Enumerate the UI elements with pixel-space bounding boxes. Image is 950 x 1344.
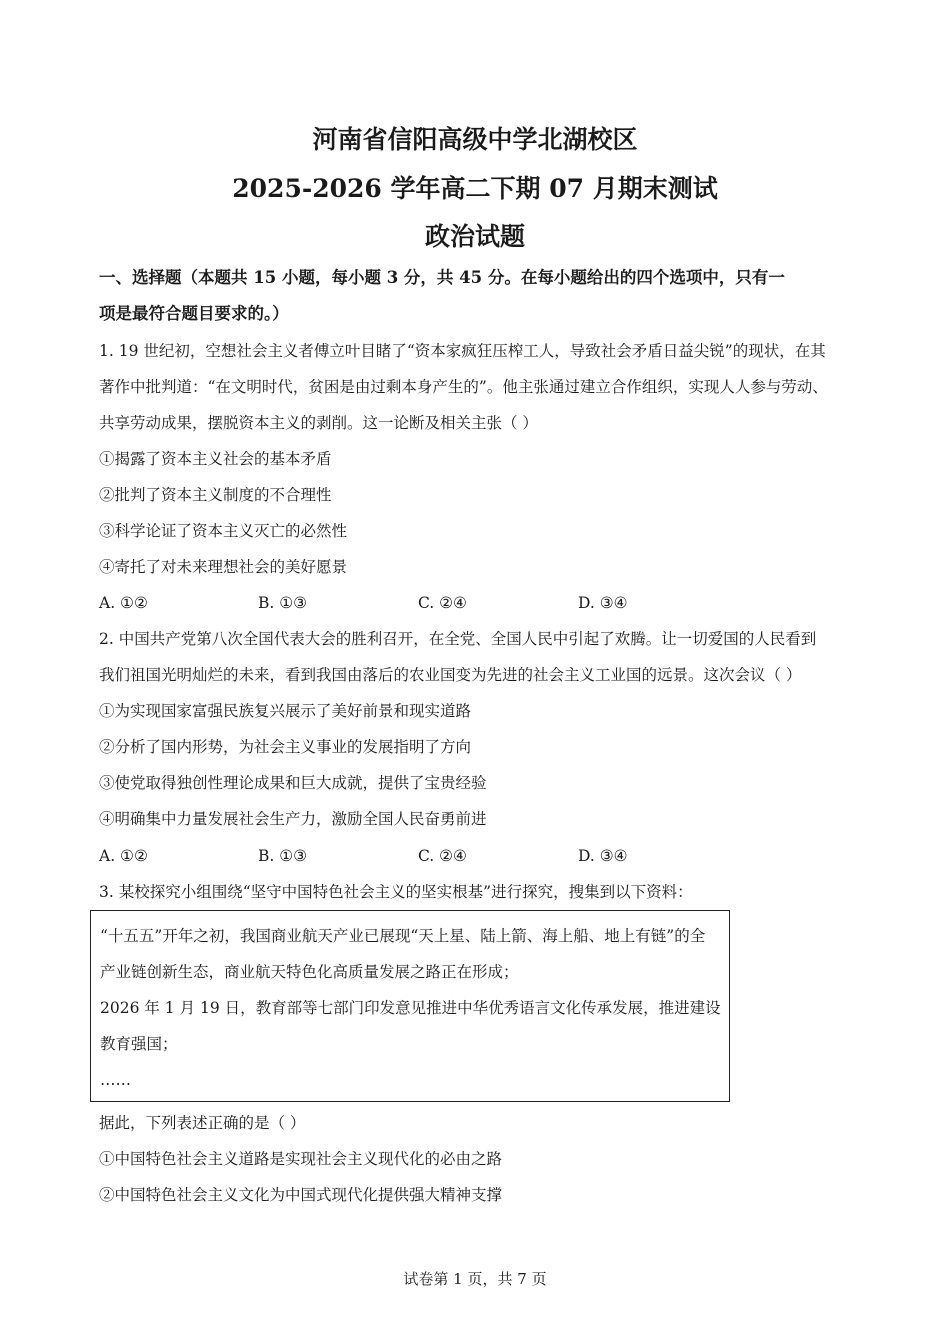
exam-title: 2025-2026 学年高二下期 07 月期末测试	[232, 174, 718, 203]
q2-option-a[interactable]: A. ①②	[99, 847, 148, 865]
q1-stem-line-2: 著作中批判道：“在文明时代，贫困是由过剩本身产生的”。他主张通过建立合作组织，实现人人参与劳动、	[99, 378, 828, 396]
q1-stem-line-1: 1. 19 世纪初，空想社会主义者傅立叶目睹了“资本家疯狂压榨工人，导致社会矛盾日益尖锐”的现状，在其	[99, 342, 826, 360]
q2-option-d[interactable]: D. ③④	[578, 847, 628, 865]
q1-option-d[interactable]: D. ③④	[578, 594, 628, 612]
q3-material-ellipsis: ……	[100, 1071, 131, 1089]
q1-option-c[interactable]: C. ②④	[418, 594, 467, 612]
q3-material-line-3: 2026 年 1 月 19 日，教育部等七部门印发意见推进中华优秀语言文化传承发展，推进建设	[100, 999, 721, 1017]
q2-item-4: ④明确集中力量发展社会生产力，激励全国人民奋勇前进	[99, 810, 487, 828]
q3-question: 据此，下列表述正确的是（ ）	[99, 1114, 306, 1132]
q1-item-2: ②批判了资本主义制度的不合理性	[99, 486, 332, 504]
school-title: 河南省信阳高级中学北湖校区	[312, 125, 638, 154]
section-heading-line-1: 一、选择题（本题共 15 小题，每小题 3 分，共 45 分。在每小题给出的四个选项中，只有一	[99, 268, 785, 287]
q2-item-2: ②分析了国内形势，为社会主义事业的发展指明了方向	[99, 738, 472, 756]
q2-option-c[interactable]: C. ②④	[418, 847, 467, 865]
q3-stem: 3. 某校探究小组围绕“坚守中国特色社会主义的坚实根基”进行探究，搜集到以下资料：	[99, 883, 693, 901]
q1-option-a[interactable]: A. ①②	[99, 594, 148, 612]
q1-item-4: ④寄托了对未来理想社会的美好愿景	[99, 558, 348, 576]
q3-item-1: ①中国特色社会主义道路是实现社会主义现代化的必由之路	[99, 1150, 503, 1168]
q3-material-line-1: “十五五”开年之初，我国商业航天产业已展现“天上星、陆上箭、海上船、地上有链”的全	[100, 927, 706, 945]
q2-item-3: ③使党取得独创性理论成果和巨大成就，提供了宝贵经验	[99, 774, 487, 792]
q2-stem-line-1: 2. 中国共产党第八次全国代表大会的胜利召开，在全党、全国人民中引起了欢腾。让一切爱国的人民看到	[99, 630, 817, 648]
q2-item-1: ①为实现国家富强民族复兴展示了美好前景和现实道路	[99, 702, 472, 720]
q1-item-3: ③科学论证了资本主义灭亡的必然性	[99, 522, 348, 540]
section-heading-line-2: 项是最符合题目要求的。）	[99, 304, 289, 323]
q1-option-b[interactable]: B. ①③	[258, 594, 308, 612]
q3-item-2: ②中国特色社会主义文化为中国式现代化提供强大精神支撑	[99, 1186, 503, 1204]
subject-title: 政治试题	[424, 222, 525, 251]
q3-material-line-2: 产业链创新生态，商业航天特色化高质量发展之路正在形成；	[100, 963, 519, 981]
q1-item-1: ①揭露了资本主义社会的基本矛盾	[99, 450, 332, 468]
q3-material-box	[90, 910, 730, 1102]
q2-option-b[interactable]: B. ①③	[258, 847, 308, 865]
page-footer: 试卷第 1 页，共 7 页	[403, 1270, 547, 1288]
q2-stem-line-2: 我们祖国光明灿烂的未来，看到我国由落后的农业国变为先进的社会主义工业国的远景。这次会议（ ）	[99, 666, 802, 684]
q3-material-line-4: 教育强国；	[100, 1035, 178, 1053]
q1-stem-line-3: 共享劳动成果，摆脱资本主义的剥削。这一论断及相关主张（ ）	[99, 414, 538, 432]
